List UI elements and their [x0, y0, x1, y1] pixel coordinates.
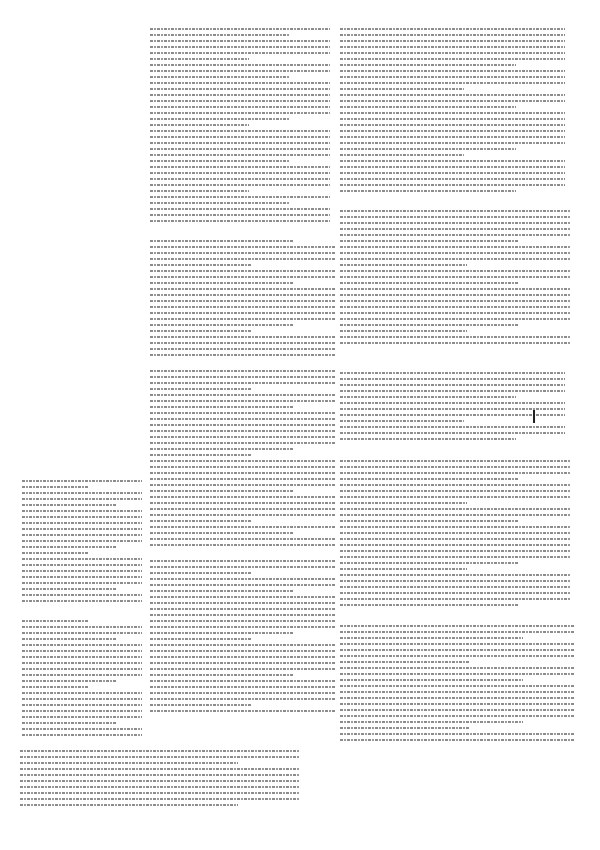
text-line [340, 514, 570, 516]
text-line [150, 632, 294, 634]
text-line [340, 222, 570, 224]
text-line [150, 148, 330, 150]
text-line [20, 792, 300, 794]
text-line [150, 46, 330, 48]
text-line [340, 592, 570, 594]
text-line [150, 466, 335, 468]
text-line [150, 406, 294, 408]
text-line [150, 214, 330, 216]
text-line [20, 774, 300, 776]
text-line [340, 378, 565, 380]
text-line [150, 306, 335, 308]
text-line [340, 598, 570, 600]
text-line [22, 698, 142, 700]
text-line [340, 426, 565, 428]
text-line [340, 526, 570, 528]
text-line [150, 674, 294, 676]
text-line [150, 318, 335, 320]
text-line [22, 486, 88, 488]
text-line [22, 686, 88, 688]
text-line [340, 538, 570, 540]
text-line [150, 692, 335, 694]
text-line [150, 124, 249, 126]
text-line [22, 734, 142, 736]
text-line [340, 166, 565, 168]
text-line [150, 40, 330, 42]
text-line [22, 692, 142, 694]
text-line [340, 70, 565, 72]
text-line [340, 40, 565, 42]
text-line [340, 300, 570, 302]
text-line [340, 703, 575, 705]
text-block-11 [22, 620, 142, 740]
fold-mark [533, 410, 535, 423]
text-line [340, 502, 467, 504]
text-line [22, 522, 142, 524]
text-line [150, 240, 294, 242]
text-line [150, 526, 335, 528]
text-line [20, 786, 300, 788]
text-line [150, 370, 335, 372]
text-line [150, 584, 335, 586]
text-block-4 [340, 460, 570, 610]
text-line [340, 625, 575, 627]
text-line [340, 631, 575, 633]
text-line [340, 210, 570, 212]
text-line [340, 270, 570, 272]
text-line [340, 649, 575, 651]
text-line [340, 130, 565, 132]
text-line [150, 454, 252, 456]
text-line [22, 516, 142, 518]
text-line [150, 590, 294, 592]
text-line [150, 354, 335, 356]
text-line [340, 142, 565, 144]
text-line [340, 312, 570, 314]
text-line [150, 496, 335, 498]
text-line [340, 655, 575, 657]
text-line [22, 668, 142, 670]
text-line [340, 414, 565, 416]
text-line [22, 650, 142, 652]
text-line [22, 576, 142, 578]
text-line [22, 680, 116, 682]
text-line [20, 780, 300, 782]
text-line [22, 480, 142, 482]
text-line [150, 572, 252, 574]
text-line [340, 568, 467, 570]
text-line [340, 106, 516, 108]
text-line [340, 396, 516, 398]
text-line [150, 76, 290, 78]
text-line [340, 496, 570, 498]
text-line [340, 234, 570, 236]
text-line [340, 184, 565, 186]
text-line [340, 82, 565, 84]
text-line [340, 550, 570, 552]
text-line [340, 733, 575, 735]
text-line [22, 504, 116, 506]
text-line [150, 662, 335, 664]
text-line [150, 436, 335, 438]
text-line [150, 100, 330, 102]
text-line [150, 532, 294, 534]
text-line [150, 264, 252, 266]
text-line [340, 402, 565, 404]
text-line [340, 306, 570, 308]
text-line [340, 330, 467, 332]
text-line [340, 691, 575, 693]
text-line [150, 484, 335, 486]
text-line [150, 472, 335, 474]
text-line [150, 28, 330, 30]
text-line [150, 614, 335, 616]
text-line [22, 558, 142, 560]
text-line [150, 394, 335, 396]
text-line [340, 643, 575, 645]
text-line [150, 246, 335, 248]
text-line [150, 490, 294, 492]
text-line [150, 154, 330, 156]
text-line [150, 578, 335, 580]
text-line [340, 721, 523, 723]
text-line [22, 492, 142, 494]
text-line [22, 540, 142, 542]
text-line [150, 276, 335, 278]
text-line [340, 739, 575, 741]
text-line [20, 762, 238, 764]
text-line [340, 508, 570, 510]
text-line [340, 172, 565, 174]
text-line [150, 94, 330, 96]
text-line [22, 638, 116, 640]
text-line [150, 64, 330, 66]
text-line [340, 372, 565, 374]
text-line [150, 626, 335, 628]
text-line [340, 384, 565, 386]
text-line [150, 252, 335, 254]
text-line [340, 258, 570, 260]
text-line [150, 538, 335, 540]
text-line [340, 484, 570, 486]
text-line [150, 342, 335, 344]
text-line [150, 460, 335, 462]
text-line [340, 318, 570, 320]
text-line [150, 184, 330, 186]
text-line [340, 715, 575, 717]
text-line [340, 661, 469, 663]
text-line [150, 620, 335, 622]
text-line [20, 750, 300, 752]
text-line [150, 502, 335, 504]
text-line [150, 412, 335, 414]
text-line [340, 246, 570, 248]
text-line [22, 546, 116, 548]
text-line [150, 136, 330, 138]
text-line [150, 270, 335, 272]
text-line [340, 679, 523, 681]
text-line [22, 704, 142, 706]
text-line [22, 662, 142, 664]
text-line [22, 588, 116, 590]
text-line [150, 602, 335, 604]
text-line [22, 722, 116, 724]
text-line [150, 596, 335, 598]
text-line [150, 560, 335, 562]
text-line [340, 472, 570, 474]
text-line [150, 336, 335, 338]
text-line [340, 604, 519, 606]
text-line [340, 709, 575, 711]
text-line [150, 698, 335, 700]
text-line [22, 570, 142, 572]
text-line [150, 330, 252, 332]
text-line [340, 288, 570, 290]
text-line [340, 154, 464, 156]
text-line [22, 564, 142, 566]
text-line [340, 264, 467, 266]
text-line [340, 160, 565, 162]
text-line [340, 324, 519, 326]
text-line [340, 544, 570, 546]
text-line [340, 294, 570, 296]
text-line [340, 478, 519, 480]
text-line [150, 130, 330, 132]
text-block-8 [150, 370, 335, 550]
text-line [340, 390, 565, 392]
text-line [150, 656, 335, 658]
text-line [150, 388, 252, 390]
text-line [150, 442, 335, 444]
text-line [340, 88, 464, 90]
text-line [340, 580, 570, 582]
text-line [150, 448, 294, 450]
text-line [22, 710, 142, 712]
text-line [150, 34, 290, 36]
text-line [150, 106, 330, 108]
text-line [150, 382, 335, 384]
text-line [150, 178, 330, 180]
text-line [340, 490, 570, 492]
text-line [340, 252, 570, 254]
text-block-5 [340, 625, 575, 745]
text-line [22, 626, 142, 628]
text-line [22, 528, 142, 530]
text-line [150, 478, 335, 480]
text-line [340, 216, 570, 218]
text-line [22, 674, 142, 676]
text-line [340, 408, 565, 410]
text-line [340, 240, 519, 242]
text-line [340, 228, 570, 230]
text-line [150, 686, 335, 688]
text-line [150, 508, 335, 510]
text-line [340, 190, 516, 192]
text-line [340, 420, 464, 422]
text-line [340, 342, 570, 344]
text-line [150, 58, 249, 60]
text-line [340, 727, 469, 729]
text-line [340, 28, 565, 30]
text-line [150, 300, 335, 302]
text-line [150, 644, 335, 646]
text-line [340, 282, 519, 284]
text-block-2 [340, 210, 570, 350]
text-line [150, 118, 290, 120]
text-line [150, 544, 335, 546]
text-block-6 [150, 28, 330, 228]
text-line [150, 424, 335, 426]
text-line [340, 178, 565, 180]
text-line [340, 76, 565, 78]
text-line [150, 376, 335, 378]
text-line [22, 594, 142, 596]
text-line [340, 94, 565, 96]
text-line [340, 667, 575, 669]
text-line [150, 668, 335, 670]
text-line [150, 112, 330, 114]
text-line [22, 632, 142, 634]
text-line [20, 804, 238, 806]
text-line [340, 52, 565, 54]
text-line [150, 294, 335, 296]
text-line [150, 208, 330, 210]
text-line [22, 600, 142, 602]
text-line [150, 430, 335, 432]
text-line [22, 716, 142, 718]
text-line [340, 336, 570, 338]
text-line [340, 136, 565, 138]
text-line [340, 532, 570, 534]
text-line [340, 466, 570, 468]
text-line [150, 680, 335, 682]
text-line [340, 118, 565, 120]
text-line [150, 82, 330, 84]
text-block-10 [22, 480, 142, 610]
text-line [22, 552, 88, 554]
text-line [340, 697, 575, 699]
text-line [340, 276, 570, 278]
text-line [22, 582, 142, 584]
text-line [340, 112, 565, 114]
text-line [150, 160, 290, 162]
text-line [150, 52, 330, 54]
text-block-3 [340, 372, 565, 447]
text-line [340, 148, 516, 150]
text-line [150, 190, 249, 192]
text-line [340, 460, 570, 462]
text-line [340, 586, 570, 588]
text-block-1 [340, 28, 565, 198]
text-line [150, 220, 330, 222]
text-line [22, 644, 142, 646]
text-line [150, 324, 294, 326]
text-line [150, 520, 252, 522]
text-line [340, 637, 523, 639]
text-line [150, 196, 330, 198]
text-line [22, 498, 142, 500]
text-line [150, 88, 330, 90]
text-line [150, 288, 335, 290]
text-line [340, 556, 570, 558]
text-line [340, 685, 575, 687]
text-line [150, 172, 330, 174]
text-line [150, 70, 330, 72]
text-line [340, 438, 516, 440]
text-line [150, 348, 335, 350]
text-line [150, 166, 330, 168]
text-line [150, 312, 335, 314]
text-line [340, 58, 565, 60]
text-line [150, 704, 252, 706]
text-line [150, 608, 335, 610]
text-block-12 [20, 750, 300, 810]
text-line [22, 510, 142, 512]
text-line [340, 562, 519, 564]
text-line [22, 534, 142, 536]
text-line [150, 282, 294, 284]
text-line [20, 798, 300, 800]
text-line [340, 124, 565, 126]
text-line [340, 432, 565, 434]
text-block-9 [150, 560, 335, 720]
text-line [150, 650, 335, 652]
text-line [22, 656, 142, 658]
text-line [340, 100, 565, 102]
text-line [340, 520, 519, 522]
text-line [340, 64, 516, 66]
text-line [150, 418, 335, 420]
text-line [150, 566, 335, 568]
text-line [150, 258, 335, 260]
text-line [150, 638, 252, 640]
text-line [150, 142, 330, 144]
text-line [340, 673, 575, 675]
text-line [340, 46, 565, 48]
text-line [150, 400, 335, 402]
text-line [150, 514, 335, 516]
text-line [22, 728, 142, 730]
text-line [20, 756, 300, 758]
text-line [22, 620, 88, 622]
text-block-7 [150, 240, 335, 360]
text-line [20, 768, 300, 770]
text-line [150, 202, 290, 204]
text-line [340, 34, 565, 36]
text-line [150, 710, 335, 712]
text-line [340, 574, 570, 576]
